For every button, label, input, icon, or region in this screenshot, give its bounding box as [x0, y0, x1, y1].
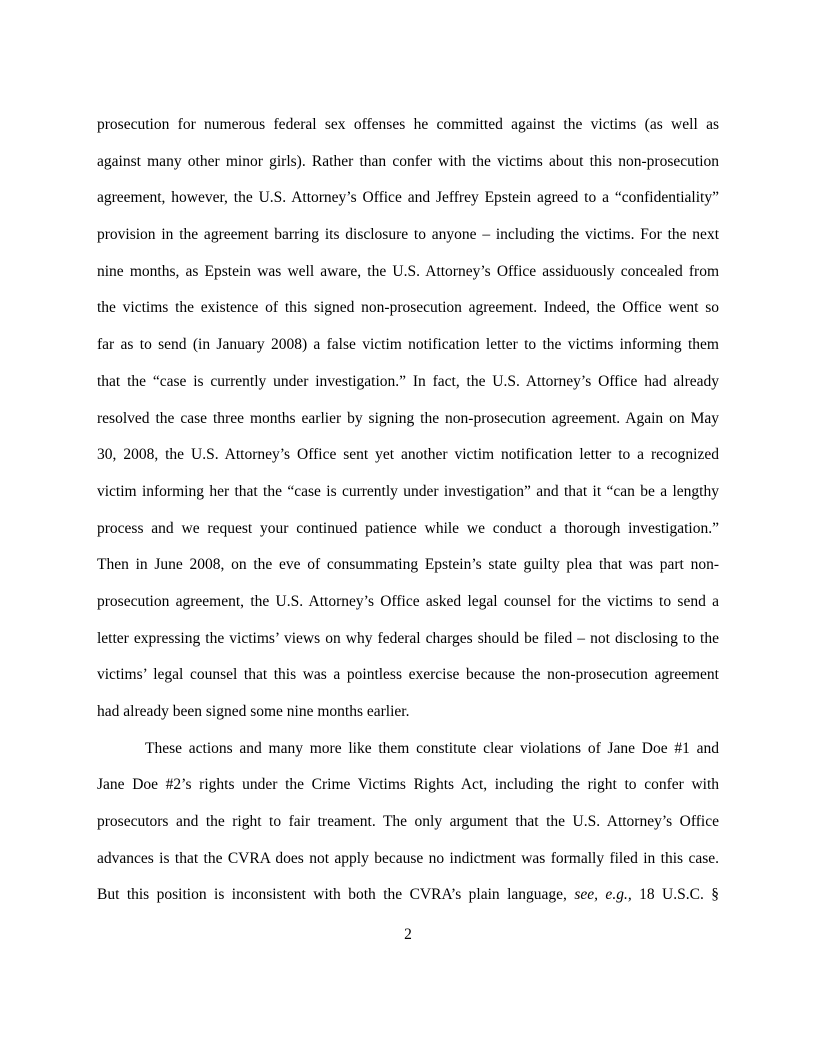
- text-line: Then in June 2008, on the eve of consummating Epstein’s state guilty plea that was part non-: [97, 556, 719, 574]
- text-line: advances is that the CVRA does not apply because no indictment was formally filed in this case.: [97, 849, 719, 867]
- text-line: 30, 2008, the U.S. Attorney’s Office sent yet another victim notification letter to a recognized: [97, 446, 719, 464]
- citation-reference: 18 U.S.C. §: [631, 886, 720, 904]
- text-line-citation: [97, 884, 719, 921]
- text-line: These actions and many more like them constitute clear violations of Jane Doe #1 and: [145, 739, 719, 757]
- text-line: prosecutors and the right to fair treament. The only argument that the U.S. Attorney’s Office: [97, 813, 719, 831]
- citation-lead-text: But this position is inconsistent with both the CVRA’s plain language,: [97, 886, 575, 904]
- text-line: victim informing her that the “case is currently under investigation” and that it “can be a lengthy: [97, 482, 719, 500]
- paragraph-1: [97, 114, 719, 738]
- text-line: against many other minor girls). Rather than confer with the victims about this non-prosecution: [97, 152, 719, 170]
- page-number: 2: [404, 926, 412, 943]
- text-line: agreement, however, the U.S. Attorney’s Office and Jeffrey Epstein agreed to a “confidentiality”: [97, 189, 719, 207]
- paragraph-2: [97, 738, 719, 921]
- text-line: that the “case is currently under investigation.” In fact, the U.S. Attorney’s Office had already: [97, 372, 719, 390]
- text-line: far as to send (in January 2008) a false victim notification letter to the victims informing them: [97, 336, 719, 354]
- text-line: prosecution agreement, the U.S. Attorney’s Office asked legal counsel for the victims to send a: [97, 592, 719, 610]
- text-line: letter expressing the victims’ views on why federal charges should be filed – not disclosing to the: [97, 629, 719, 647]
- text-line: resolved the case three months earlier by signing the non-prosecution agreement. Again on May: [97, 409, 719, 427]
- body-text: [97, 114, 719, 921]
- text-line: prosecution for numerous federal sex offenses he committed against the victims (as well as: [97, 116, 719, 133]
- text-line: provision in the agreement barring its disclosure to anyone – including the victims. For the next: [97, 226, 719, 244]
- text-line: had already been signed some nine months earlier.: [97, 703, 410, 720]
- citation-signal: see, e.g.,: [574, 886, 632, 904]
- text-line: victims’ legal counsel that this was a pointless exercise because the non-prosecution agreement: [97, 666, 719, 684]
- text-line: nine months, as Epstein was well aware, the U.S. Attorney’s Office assiduously concealed from: [97, 262, 719, 280]
- text-line: Jane Doe #2’s rights under the Crime Victims Rights Act, including the right to confer with: [97, 776, 719, 794]
- text-line: process and we request your continued patience while we conduct a thorough investigation.”: [97, 519, 719, 537]
- text-line: the victims the existence of this signed non-prosecution agreement. Indeed, the Office went so: [97, 299, 719, 317]
